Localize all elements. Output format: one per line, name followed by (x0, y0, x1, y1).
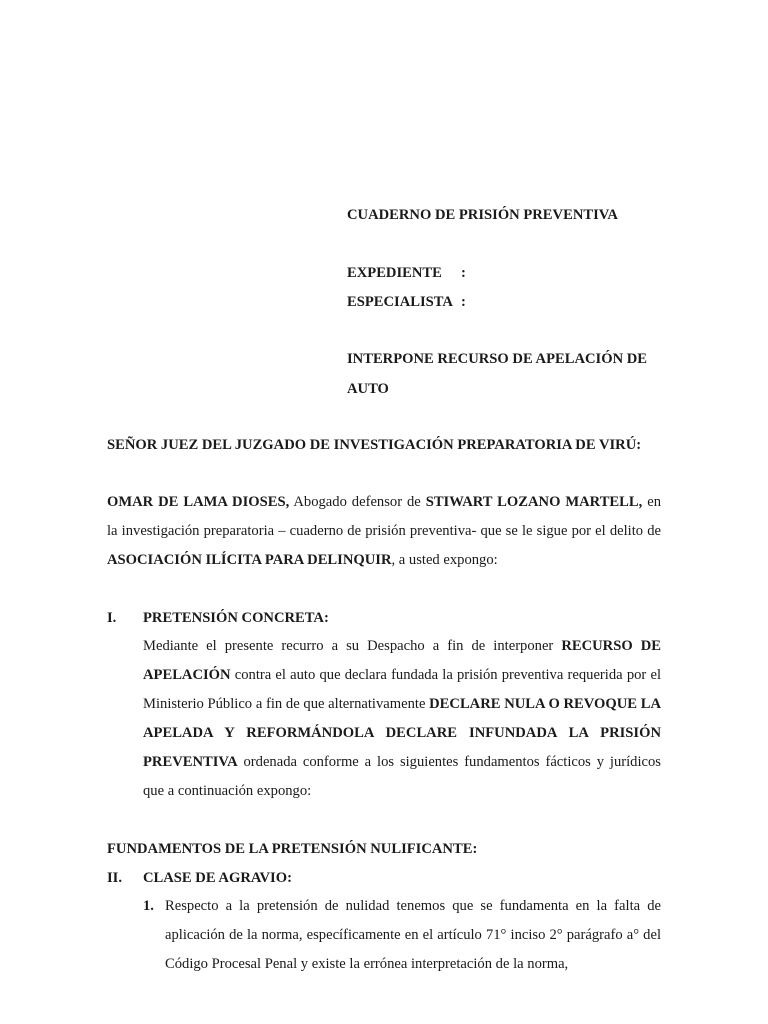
section-1-text-3: ordenada conforme a los siguientes fundamentos fácticos y jurídicos que a continuación expongo: (143, 754, 661, 799)
expediente-label: EXPEDIENTE (347, 265, 442, 281)
addressee: SEÑOR JUEZ DEL JUZGADO DE INVESTIGACIÓN PREPARATORIA DE VIRÚ: (107, 437, 642, 453)
item-1-number: 1. (143, 898, 154, 914)
especialista-colon: : (461, 294, 466, 310)
section-1-title: PRETENSIÓN CONCRETA: (143, 610, 329, 626)
section-1-text-1: Mediante el presente recurro a su Despacho a fin de interponer (143, 638, 562, 654)
sumilla-line-1: INTERPONE RECURSO DE APELACIÓN DE (347, 351, 648, 367)
section-2-number: II. (107, 870, 123, 886)
intro-paragraph (107, 488, 661, 575)
sumilla-line-2: AUTO (347, 381, 389, 397)
fundamentos-title: FUNDAMENTOS DE LA PRETENSIÓN NULIFICANTE: (107, 841, 478, 857)
section-1-text-2: contra el auto que declara fundada la prisión preventiva requerida por el Ministerio Público a fin de que alternativamente (143, 667, 661, 712)
crime-name: ASOCIACIÓN ILÍCITA PARA DELINQUIR (107, 552, 392, 568)
section-1-bold-1: RECURSO DE APELACIÓN (143, 638, 662, 683)
lawyer-name: OMAR DE LAMA DIOSES, (107, 494, 290, 510)
cuaderno-title: CUADERNO DE PRISIÓN PREVENTIVA (347, 207, 618, 223)
section-1-bold-2: DECLARE NULA O REVOQUE LA APELADA Y REFORMÁNDOLA DECLARE INFUNDADA LA PRISIÓN PREVENTIVA (143, 696, 661, 770)
section-2-title: CLASE DE AGRAVIO: (143, 870, 292, 886)
intro-text-3: , a usted expongo: (391, 552, 498, 568)
item-1-paragraph: Respecto a la pretensión de nulidad tenemos que se fundamenta en la falta de aplicación de la norma, específicamente en el artículo 71° inciso 2° parágrafo a° del Código Procesal Penal y existe la errónea interpretación de la norma, (165, 898, 661, 972)
section-1-number: I. (107, 610, 117, 626)
intro-text-2: en la investigación preparatoria – cuaderno de prisión preventiva- que se le sigue por el delito de (107, 494, 662, 539)
expediente-colon: : (461, 265, 466, 281)
section-1-paragraph (143, 632, 661, 806)
especialista-label: ESPECIALISTA (347, 294, 453, 310)
client-name: STIWART LOZANO MARTELL, (425, 494, 643, 510)
intro-text-1: Abogado defensor de (289, 494, 426, 510)
